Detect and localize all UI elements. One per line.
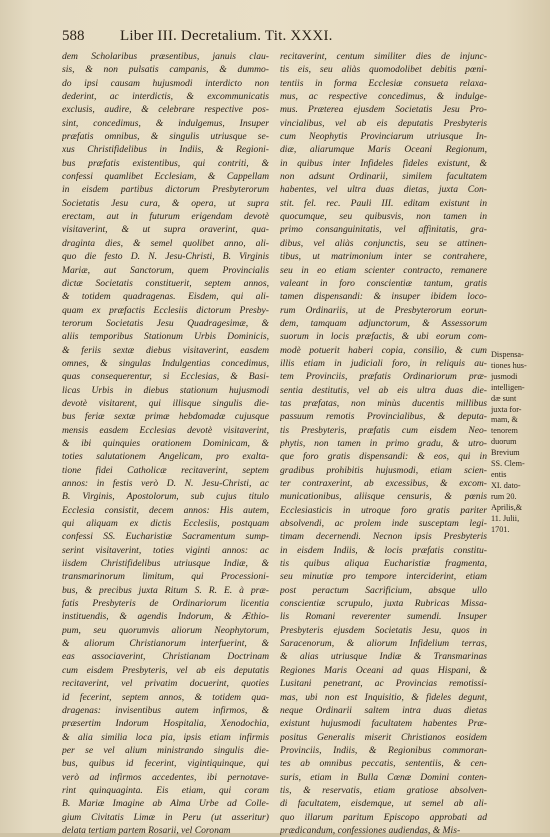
text-line: habentes, vel ultra duas dietas, juxta Con- <box>280 184 487 196</box>
text-line: tione fidei Catholicæ recitaverint, septem <box>62 464 269 476</box>
margin-note-line: Brevium <box>491 448 520 458</box>
text-line: confessi quamlibet Ecclesiam, & Cappellam <box>62 171 269 183</box>
text-line: & ibi quinquies orationem Dominicam, & <box>62 437 269 449</box>
text-line: præfatis omnibus, & singulis utriusque se- <box>62 131 269 143</box>
text-line: conscientiæ scrupulo, juxta Rubricas Missa- <box>280 598 487 610</box>
text-line: omnes, & singulas Indulgentias concedimus, <box>62 357 269 369</box>
text-line: tis quibus aliqua Eucharistiæ fragmenta, <box>280 558 487 570</box>
text-line: in eisdem Indiis, & locis præfatis constitu- <box>280 544 487 556</box>
text-line: dibus, vel aliàs conjunctis, seu se attinen- <box>280 237 487 249</box>
text-line: visitaverint, & ut supra oraverint, qua- <box>62 224 269 236</box>
text-line: tem Provinciis, præfatis Ordinariorum præ- <box>280 371 487 383</box>
text-line: tis, & reservatis, etiam gratiose absolven- <box>280 784 487 796</box>
text-line: valeant in foro conscientiæ tantum, gratis <box>280 277 487 289</box>
text-line: bus, quibus id fecerint, vigintiquinque, qui <box>62 758 269 770</box>
running-header <box>62 28 502 50</box>
text-line: exclusis, audire, & celebrare respective pos- <box>62 104 269 116</box>
text-line: id fecerint, septem annos, & totidem qua- <box>62 691 269 703</box>
text-line: & feriis sextæ diebus visitaverint, easdem <box>62 344 269 356</box>
text-line: dederint, ac interdictis, & excommunicatis <box>62 91 269 103</box>
margin-note-line: Aprilis,& <box>491 502 523 512</box>
text-line: quo illarum paritum Episcopo approbati ad <box>280 811 487 823</box>
text-line: delata tertiam partem Rosarii, vel Coronam <box>62 824 231 836</box>
margin-note-line: entis <box>491 469 507 479</box>
text-line: suris, etiam in Bulla Cœnæ Domini conten- <box>280 771 487 783</box>
text-line: fatis Presbyteris de Ordinariorum licentia <box>62 598 269 610</box>
text-line: pum, seu quorumvis aliorum Neophytorum, <box>62 624 269 636</box>
text-line: sis, & non pulsatis campanis, & dummo- <box>62 64 269 76</box>
text-line: Mariæ, aut Sanctorum, quem Provincialis <box>62 264 269 276</box>
text-line: annos: in festis verò D. N. Jesu-Christi, ac <box>62 478 269 489</box>
margin-note-line: tiones hus- <box>491 360 527 370</box>
text-line: mas, ubi non est Inquisitio, & fideles degunt, <box>280 691 487 703</box>
text-line: cum eisdem Presbyteris, vel ab eis deputatis <box>62 664 269 676</box>
text-line: præsertim Indorum Hospitalia, Xenodochia, <box>62 718 269 730</box>
text-line: verò ad infirmos accedentes, ibi pernotave- <box>62 771 269 783</box>
text-line: per se vel alium ministrando singulis die- <box>62 744 269 756</box>
text-line: aliis temporibus Stationum Urbis Dominicis, <box>62 331 269 343</box>
text-line: in quibus inter Infideles fideles existunt, & <box>280 157 487 169</box>
text-line: iisdem Christifidelibus utriusque Indiæ, & <box>62 558 269 570</box>
margin-note-line: intelligen- <box>491 382 525 392</box>
text-line: xus Christifidelibus in Indiis, & Regioni- <box>62 144 269 156</box>
text-line: Ecclesiasticis in utroque foro gratis pariter <box>280 504 487 516</box>
text-line: ter contraxerint, ab excessibus, & excom- <box>280 478 487 489</box>
margin-note-line: jusmodi <box>491 371 518 381</box>
text-line: Saracenorum, & aliorum Infidelium terras, <box>280 638 487 650</box>
text-line: rint quinquaginta. Eis etiam, qui coram <box>62 784 269 796</box>
text-line: bus, & precibus juxta Ritum S. R. E. à præ- <box>62 584 269 596</box>
text-line: & alias utriusque Indiæ & Transmarinas <box>280 651 487 663</box>
text-line: seu in eo etiam scienter contracto, remanere <box>280 264 487 276</box>
text-line: diæ, aliarumque Maris Oceani Regionum, <box>280 144 487 156</box>
text-line: draginta dies, & semel quolibet anno, ali- <box>62 237 269 249</box>
margin-note-line: juxta for- <box>491 404 522 414</box>
running-title: Liber III. Decretalium. Tit. XXXI. <box>120 28 333 44</box>
text-line: rum Ordinariis, ut de Presbyterorum eorun- <box>280 304 487 316</box>
text-line: tentiis in forma Ecclesiæ consueta relaxa- <box>280 77 487 89</box>
margin-note-line: SS. Clem- <box>491 459 525 469</box>
text-line: primo consanguinitatis, vel affinitatis, gra- <box>280 224 487 236</box>
text-line: sentia destitutis, vel ab eis ultra duas die- <box>280 384 487 396</box>
text-line: mensis easdem Ecclesias devotè visitaverint, <box>62 424 269 436</box>
text-line: & alia similia loca pia, ipsis etiam infirmis <box>62 731 269 743</box>
text-line: sint, concedimus, & indulgemus, Insuper <box>62 117 269 129</box>
text-line: mus, ac respective concedimus, & indulge- <box>280 91 487 103</box>
text-line: tis eis, seu aliàs quomodolibet debitis pœni- <box>280 64 487 76</box>
text-line: illis etiam in judiciali foro, in reliquis au- <box>280 357 487 369</box>
text-line: passuum remotis Provincialibus, & deputa- <box>280 411 487 423</box>
text-line: terorum Societatis Jesu Quadragesimæ, & <box>62 317 269 329</box>
text-line: dem Scholaribus præsentibus, januis clau- <box>62 51 269 62</box>
text-line: serint visitaverint, toties viginti annos: ac <box>62 544 269 556</box>
text-line: di facultatem, eisdemque, ut semel ab ali- <box>280 798 487 810</box>
text-line: quam ex præfactis Ecclesiis dictorum Presby- <box>62 304 269 316</box>
text-line: tis Presbyteris, præfatis cum eisdem Neo- <box>280 424 487 436</box>
text-line: erectam, aut in futurum erigendam devotè <box>62 211 269 223</box>
text-line: seu minutiæ pro tempore interciderint, etiam <box>280 571 487 583</box>
text-line: Societatis Jesu cura, & opera, ut supra <box>62 197 269 209</box>
text-line: dem, tamquam adjunctorum, & Assessorum <box>280 317 487 329</box>
text-line: existunt hujusmodi facultatem habentes Præ- <box>280 718 487 730</box>
text-line: instituendis, & agendis Indorum, & Æthio- <box>62 611 269 623</box>
margin-note-line: 11. Julii, <box>491 513 520 523</box>
text-line: Provinciis, Indiis, & Regionibus commoran- <box>280 744 487 756</box>
text-line: neque Ordinarii saltem intra duas dietas <box>280 704 487 716</box>
left-text-column <box>62 50 269 837</box>
text-line: recitaverint, vel privatim docuerint, quoties <box>62 678 269 690</box>
margin-note-line: dæ sunt <box>491 393 517 403</box>
text-line: Ecclesia consistit, decem annos: His autem, <box>62 504 269 516</box>
text-line: modè potuerit haberi copia, consilio, & cum <box>280 344 487 356</box>
text-line: bus feriæ sextæ primæ hebdomadæ cujusque <box>62 411 269 423</box>
text-line: prædicandum, confessiones audiendas, & Mis- <box>280 824 461 836</box>
text-line: gium Civitatis Limæ in Peru (ut asseritur) <box>62 811 269 823</box>
text-line: licas Urbis in diebus stationum hujusmodi <box>62 384 269 396</box>
margin-note-line: tenorem <box>491 426 518 436</box>
text-line: Lusitani penetrant, ac Provincias remotissi- <box>280 678 487 690</box>
text-line: tamen dispensandi: & insuper ibidem loco- <box>280 291 487 303</box>
text-line: tas præfatas, non minùs ducentis millibus <box>280 397 487 409</box>
text-line: bus præfatis existentibus, qui contriti, & <box>62 157 269 169</box>
page-number: 588 <box>62 28 85 44</box>
text-line: timam decernendi. Necnon ipsis Presbyteris <box>280 531 487 543</box>
text-line: suorum in locis præfactis, & ubi eorum com- <box>280 331 487 343</box>
text-line: tes ab omnibus peccatis, sententiis, & cen- <box>280 758 487 770</box>
text-line: B. Virginis, Apostolorum, sub cujus titulo <box>62 491 269 503</box>
text-line: dragenas: invisentibus autem infirmos, & <box>62 704 269 716</box>
text-line: & aliorum Christianorum interfuerint, & <box>62 638 269 650</box>
text-line: in eisdem partibus dictorum Presbyterorum <box>62 184 269 196</box>
margin-note-line: mam, & <box>491 415 518 425</box>
text-line: positus Generalis miserit Christianos eosidem <box>280 731 487 743</box>
text-line: quas consequerentur, si Ecclesias, & Basi- <box>62 371 269 383</box>
text-line: vincialibus, vel ab eis deputatis Presbyteris <box>280 117 487 129</box>
text-line: eas associaverint, Christianam Doctrinam <box>62 651 269 663</box>
margin-note-line: rum 20. <box>491 491 517 501</box>
text-line: devotè visitarent, qui illisque singulis die- <box>62 397 269 409</box>
text-line: recitaverint, centum similiter dies de injunc- <box>280 51 487 62</box>
text-line: confessi SS. Eucharistiæ Sacramentum sump- <box>62 531 269 543</box>
text-line: toties salutationem Angelicam, pro exalta- <box>62 451 269 463</box>
text-line: phytis, non tamen in primo gradu, & utro- <box>280 437 487 449</box>
margin-note-line: XI. dato- <box>491 480 521 490</box>
text-line: lis Romani reverenter sumendi. Insuper <box>280 611 487 623</box>
text-line: non adsunt Ordinarii, similem facultatem <box>280 171 487 183</box>
text-line: & totidem quadragenas. Eisdem, qui ali- <box>62 291 269 303</box>
text-line: transmarinorum limitum, qui Processioni- <box>62 571 269 583</box>
text-line: absolvendi, ac prolem inde susceptam legi- <box>280 518 487 530</box>
text-line: Presbyteris ejusdem Societatis Jesu, quos in <box>280 624 487 636</box>
text-line: cum Neophytis Provinciarum utriusque In- <box>280 131 487 143</box>
margin-note-line: duorum <box>491 437 517 447</box>
marginal-note <box>491 350 545 535</box>
text-line: quo die festo D. N. Jesu-Christi, B. Virginis <box>62 251 269 263</box>
text-line: municationibus, aliisque censuris, & pœnis <box>280 491 487 503</box>
text-line: post peractum Sacrificium, absque ullo <box>280 584 487 596</box>
margin-note-line: Dispensa- <box>491 350 524 359</box>
text-line: quocumque, seu quibusvis, non tamen in <box>280 211 487 223</box>
text-line: stit. fel. rec. Pauli III. editam existunt in <box>280 197 487 209</box>
right-text-column <box>280 50 487 837</box>
text-line: B. Mariæ Imagine ab Alma Urbe ad Colle- <box>62 798 269 810</box>
text-line: gradibus prohibitis hujusmodi, etiam scien- <box>280 464 487 476</box>
text-line: tibus, ut matrimonium inter se contrahere, <box>280 251 487 263</box>
text-line: que foro gratis dispensandi: & eos, qui in <box>280 451 487 463</box>
text-line: do ipsi causam hujusmodi interdicto non <box>62 77 269 89</box>
margin-note-line: 1701. <box>491 524 510 534</box>
text-line: dictæ Societatis constituerit, septem annos, <box>62 277 269 289</box>
text-line: Regiones Maris Oceani ad quas Hispani, & <box>280 664 487 676</box>
text-line: qui aliquam ex dictis Ecclesiis, postquam <box>62 518 269 530</box>
text-line: mus. Præterea ejusdem Societatis Jesu Pro- <box>280 104 487 116</box>
